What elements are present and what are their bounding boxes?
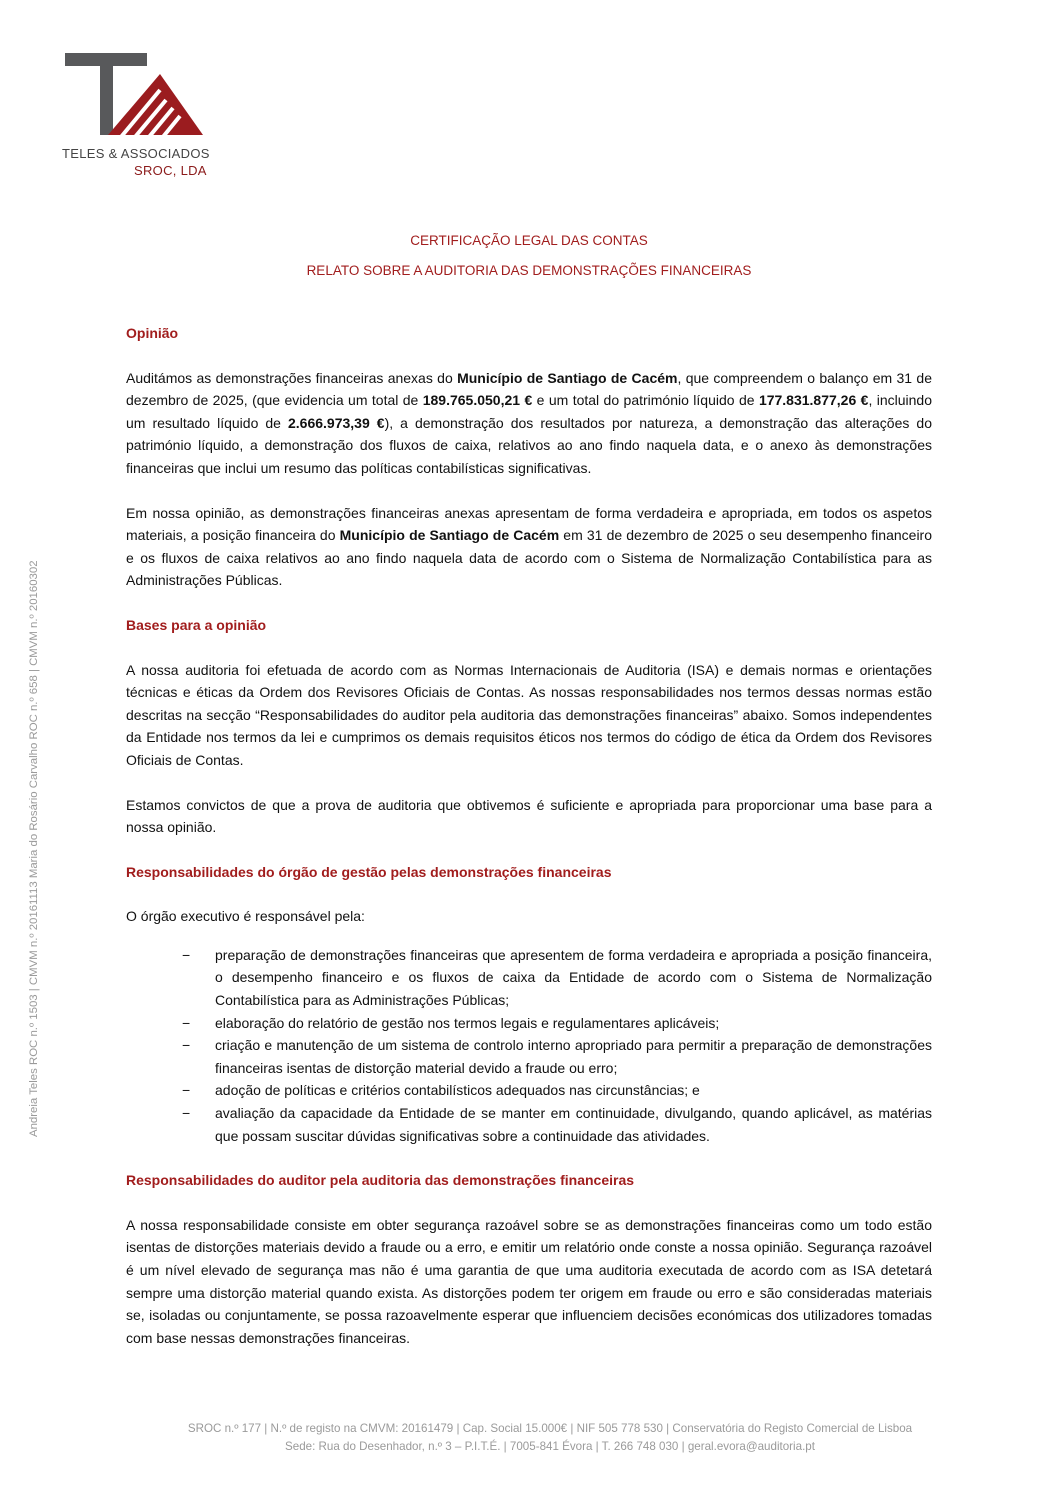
page-footer	[0, 1420, 1058, 1456]
list-item: − preparação de demonstrações financeiras que apresentem de forma verdadeira e apropriada a posição financeira, o desempenho financeiro e os fluxos de caixa da Entidade de acordo com o Sistema de Normalização Contabilística para as Administrações Públicas;	[126, 944, 932, 1012]
heading-opiniao: Opinião	[126, 325, 179, 341]
footer-line-2: Sede: Rua do Desenhador, n.º 3 – P.I.T.É. | 7005-841 Évora | T. 266 748 030 | geral.evora@auditoria.pt	[285, 1440, 815, 1453]
heading-bases: Bases para a opinião	[126, 616, 267, 633]
paragraph-bases-1: A nossa auditoria foi efetuada de acordo com as Normas Internacionais de Auditoria (ISA) e demais normas e orientações técnicas e éticas da Ordem dos Revisores Oficiais de Contas. As nossas responsabilidades nos termos dessas normas estão descritas na secção “Responsabilidades do auditor pela auditoria das demonstrações financeiras” abaixo. Somos independentes da Entidade nos termos da lei e cumprimos os demais requisitos éticos nos termos do código de ética da Ordem dos Revisores Oficiais de Contas.	[126, 661, 932, 768]
list-item: − elaboração do relatório de gestão nos termos legais e regulamentares aplicáveis;	[126, 1012, 932, 1035]
footer-line-1: SROC n.º 177 | N.º de registo na CMVM: 20161479 | Cap. Social 15.000€ | NIF 505 778 530 | Conservatória do Registo Comercial de Lisboa	[187, 1422, 913, 1435]
list-item: − adoção de políticas e critérios contabilísticos adequados nas circunstâncias; e	[126, 1079, 932, 1102]
paragraph-auditor-1: A nossa responsabilidade consiste em obter segurança razoável sobre se as demonstrações financeiras como um todo estão isentas de distorções materiais devido a fraude ou a erro, e emitir um relatório onde conste a nossa opinião. Segurança razoável é um nível elevado de segurança mas não é uma garantia de que uma auditoria executada de acordo com as ISA detetará sempre uma distorção material quando exista. As distorções podem ter origem em fraude ou erro e são consideradas materiais se, isoladas ou conjuntamente, se possa razoavelmente esperar que influenciem decisões económicas dos utilizadores tomadas com base nessas demonstrações financeiras.	[126, 1216, 932, 1346]
paragraph-opiniao-2: Em nossa opinião, as demonstrações financeiras anexas apresentam de forma verdadeira e apropriada, em todos os aspetos materiais, a posição financeira do Município de Santiago de Cacém em 31 de dezembro de 2025 o seu desempenho financeiro e os fluxos de caixa relativos ao ano findo naquela data de acordo com o Sistema de Normalização Contabilística para as Administrações Públicas.	[126, 504, 932, 589]
document-subtitle: RELATO SOBRE A AUDITORIA DAS DEMONSTRAÇÕES FINANCEIRAS	[306, 263, 752, 278]
list-item: − avaliação da capacidade da Entidade de se manter em continuidade, divulgando, quando aplicável, as matérias que possam suscitar dúvidas significativas sobre a continuidade das atividades.	[126, 1102, 932, 1147]
list-item: − criação e manutenção de um sistema de controlo interno apropriado para permitir a preparação de demonstrações financeiras isentas de distorção material devido a fraude ou erro;	[126, 1034, 932, 1079]
paragraph-bases-2: Estamos convictos de que a prova de auditoria que obtivemos é suficiente e apropriada para proporcionar uma base para a nossa opinião.	[126, 796, 932, 836]
paragraph-opiniao-1: Auditámos as demonstrações financeiras anexas do Município de Santiago de Cacém, que compreendem o balanço em 31 de dezembro de 2025, (que evidencia um total de 189.765.050,21 € e um total do património líquido de 177.831.877,26 €, incluindo um resultado líquido de 2.666.973,39 €), a demonstração dos resultados por natureza, a demonstração das alterações do património líquido, a demonstração dos fluxos de caixa, relativos ao ano findo naquela data, e o anexo às demonstrações financeiras que inclui um resumo das políticas contabilísticas significativas.	[126, 369, 933, 476]
heading-auditor: Responsabilidades do auditor pela auditoria das demonstrações financeiras	[126, 1172, 635, 1189]
heading-gestao: Responsabilidades do órgão de gestão pelas demonstrações financeiras	[126, 863, 612, 880]
logo-company-name: TELES & ASSOCIADOS	[62, 146, 210, 161]
side-registration-note: Andreia Teles ROC n.º 1503 | CMVM n.º 20161113 Maria do Rosário Carvalho ROC n.º 658 | CMVM n.º 20160302	[28, 560, 40, 1137]
logo-company-subname: SROC, LDA	[134, 163, 207, 178]
document-title: CERTIFICAÇÃO LEGAL DAS CONTAS	[410, 233, 648, 248]
paragraph-gestao-intro: O órgão executivo é responsável pela:	[126, 908, 365, 925]
document-body	[126, 230, 932, 1371]
list-gestao-responsibilities	[126, 944, 932, 1147]
